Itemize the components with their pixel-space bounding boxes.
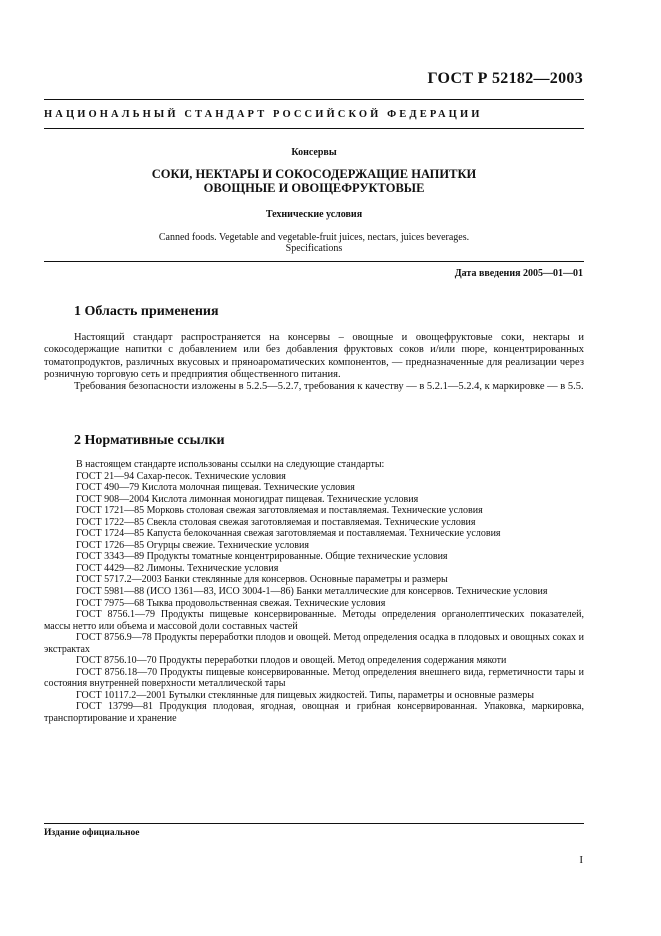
references-intro: В настоящем стандарте использованы ссылки на следующие стандарты: (76, 459, 385, 470)
reference-item: ГОСТ 10117.2—2001 Бутылки стеклянные для пищевых жидкостей. Типы, параметры и основные размеры (76, 689, 534, 701)
document-number: ГОСТ Р 52182—2003 (427, 70, 583, 87)
section-1-paragraph-1: Настоящий стандарт распространяется на консервы – овощные и овощефруктовые соки, нектары и сокосодержащие напитки с добавлением или без добавления фруктовых соков и/или пюре, концентрированных томатопродуктов, различных вкусовых и пряноароматических компонентов, — предназначенные для реализации через розничную торговую сеть и предприятия общественного питания. (44, 332, 584, 380)
reference-item: ГОСТ 5981—88 (ИСО 1361—83, ИСО 3004-1—86) Банки металлические для консервов. Технические условия (76, 586, 548, 598)
footer-rule (44, 823, 584, 824)
national-standard-header: НАЦИОНАЛЬНЫЙ СТАНДАРТ РОССИЙСКОЙ ФЕДЕРАЦИИ (44, 109, 483, 120)
reference-item: ГОСТ 908—2004 Кислота лимонная моногидрат пищевая. Технические условия (76, 493, 419, 505)
section-1-heading: 1 Область применения (74, 304, 219, 319)
references-list (44, 459, 584, 725)
reference-item: ГОСТ 13799—81 Продукция плодовая, ягодная, овощная и грибная консервированная. Упаковка, маркировка, транспортирование и хранение (44, 701, 584, 725)
reference-item: ГОСТ 1724—85 Капуста белокочанная свежая заготовляемая и поставляемая. Технические условия (76, 528, 501, 540)
english-title-line-2: Specifications (285, 243, 343, 254)
intro-date-rule (44, 261, 584, 262)
standard-subtitle: Технические условия (265, 209, 363, 220)
section-1-body (44, 332, 584, 393)
intro-date: Дата введения 2005—01—01 (454, 268, 583, 279)
reference-item: ГОСТ 8756.1—79 Продукты пищевые консервированные. Методы определения органолептических показателей, массы нетто или объема и массовой доли составных частей (44, 609, 584, 632)
header-rule-bottom (44, 128, 584, 129)
reference-item: ГОСТ 4429—82 Лимоны. Технические условия (76, 562, 279, 574)
standard-title (44, 167, 584, 195)
edition-label: Издание официальное (44, 828, 140, 838)
reference-item: ГОСТ 1721—85 Морковь столовая свежая заготовляемая и поставляемая. Технические условия (76, 505, 483, 517)
reference-item: ГОСТ 8756.10—70 Продукты переработки плодов и овощей. Метод определения содержания мякоти (76, 655, 507, 667)
header-rule-top (44, 99, 584, 100)
reference-item: ГОСТ 21—94 Сахар-песок. Технические условия (76, 470, 286, 482)
english-title-line-1: Canned foods. Vegetable and vegetable-fruit juices, nectars, juices beverages. (158, 232, 470, 243)
category-label: Консервы (291, 147, 337, 158)
reference-item: ГОСТ 1722—85 Свекла столовая свежая заготовляемая и поставляемая. Технические условия (76, 516, 476, 528)
reference-item: ГОСТ 1726—85 Огурцы свежие. Технические условия (76, 539, 309, 551)
standard-title-line-1: СОКИ, НЕКТАРЫ И СОКОСОДЕРЖАЩИЕ НАПИТКИ (151, 167, 477, 181)
reference-item: ГОСТ 8756.9—78 Продукты переработки плодов и овощей. Метод определения осадка в плодовых и овощных соках и экстрактах (44, 632, 584, 655)
section-2-heading: 2 Нормативные ссылки (74, 433, 225, 448)
reference-item: ГОСТ 7975—68 Тыква продовольственная свежая. Технические условия (76, 597, 386, 609)
page-number: I (579, 854, 583, 866)
standard-title-line-2: ОВОЩНЫЕ И ОВОЩЕФРУКТОВЫЕ (203, 181, 425, 195)
section-1-paragraph-2: Требования безопасности изложены в 5.2.5—5.2.7, требования к качеству — в 5.2.1—5.2.4, к маркировке — в 5.5. (74, 381, 584, 393)
english-title (44, 232, 584, 254)
reference-item: ГОСТ 490—79 Кислота молочная пищевая. Технические условия (76, 482, 355, 494)
reference-item: ГОСТ 3343—89 Продукты томатные концентрированные. Общие технические условия (76, 551, 448, 563)
reference-item: ГОСТ 5717.2—2003 Банки стеклянные для консервов. Основные параметры и размеры (76, 574, 448, 586)
reference-item: ГОСТ 8756.18—70 Продукты пищевые консервированные. Метод определения внешнего вида, герметичности тары и состояния внутренней поверхности металлической тары (44, 666, 584, 690)
